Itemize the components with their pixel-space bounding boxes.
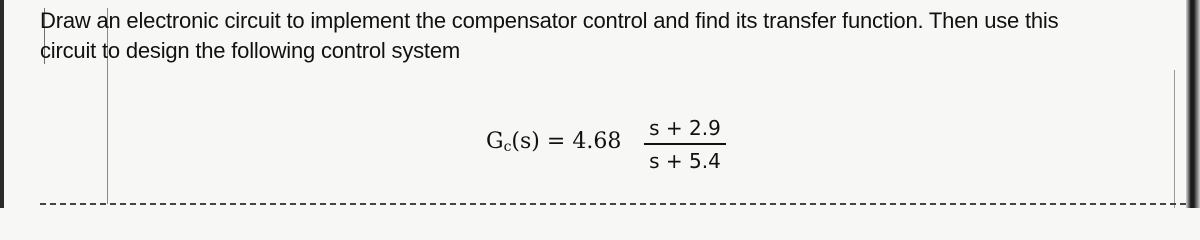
- numerator: s + 2.9: [649, 116, 721, 140]
- fraction-bar: [644, 143, 726, 145]
- page-left-edge: [0, 0, 4, 208]
- dashed-bottom-rule: [40, 203, 1186, 205]
- lhs-subscript: c: [503, 139, 512, 155]
- equals-sign: =: [546, 129, 566, 154]
- fraction: [644, 116, 726, 173]
- question-text: [40, 6, 1180, 66]
- equation-lhs: [486, 129, 621, 155]
- denominator: s + 5.4: [649, 149, 721, 173]
- gain-value: 4.68: [572, 129, 622, 154]
- cell-border-line: [1174, 70, 1175, 208]
- lhs-symbol: G: [486, 129, 504, 154]
- question-line-1: Draw an electronic circuit to implement the compensator control and find its transfer function. Then use this: [40, 8, 1059, 33]
- question-line-2: circuit to design the following control system: [40, 38, 460, 63]
- page-right-edge: [1186, 0, 1200, 208]
- lhs-argument: (s): [511, 129, 540, 154]
